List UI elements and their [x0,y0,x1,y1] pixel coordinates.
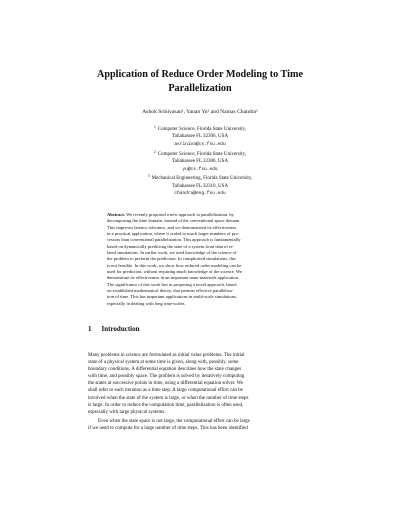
affiliation-line: Tallahassee FL 32306, USA [171,134,229,140]
affiliations [60,124,340,198]
abstract-line: used for prediction, without requiring much knowledge of the science. We [107,269,242,275]
affiliation-mark: 3 [147,174,150,179]
body-line: especially with large physical systems. [88,409,166,415]
abstract-line: in a practical application, where it scaled to much larger numbers of pro- [107,231,240,237]
abstract-line: The significance of this work lies in proposing a novel approach, based [107,281,237,287]
affiliation-mark: 2 [153,149,156,154]
abstract-line: on established mathematical theory, that permits effective paralleliza- [107,288,234,294]
email[interactable]: asriniva@cs.fsu.edu [174,141,226,147]
section-number: 1 [88,325,92,333]
affiliation-line [60,124,340,133]
body-line: involved when the state of the system is large, or when the number of time steps [88,395,249,401]
body-line: shall refer to each iteration as a time step. A large computational effort can be [88,388,243,394]
body-text [88,352,312,432]
abstract-line: based on dynamically predicting the state of a system from data of re- [107,243,235,249]
body-line: boundary conditions. A differential equation describes how the state changes [88,367,242,373]
body-line: Even when the state space is not large, the computational effort can be large [98,418,250,424]
abstract-line: especially in dealing with long time-scales. [107,300,186,306]
body-line: if we need to compute for a large number of time steps. This has been identified [88,425,248,431]
email[interactable]: chandra@eng.fsu.edu [174,191,226,197]
abstract-label: Abstract. [107,212,126,217]
body-line: is large. In order to reduce the computation time, parallelization is often used, [88,402,244,408]
email[interactable]: yu@cs.fsu.edu [182,166,218,172]
body-line: the states at successive points in time, using a differential equation solver. We [88,381,244,387]
affiliation [60,124,340,149]
abstract-line: This improves latency tolerance, and we demonstrated its effectiveness [107,224,237,230]
body-line: Many problems in science are formulated as initial value problems. The initial [88,353,245,358]
abstract-line: demonstrate its effectiveness in an important nano-materials application. [107,275,239,281]
abstract-text: We recently proposed a new approach to parallelization, by [126,212,234,217]
abstract-line: lated simulations. In earlier work, we used knowledge of the science of [107,250,237,256]
affiliation-line: Tallahassee FL 32306, USA [171,158,229,164]
abstract [107,212,293,307]
body-line: state of a physical system at some time is given, along with, possibly, some [88,360,239,366]
affiliation [60,149,340,174]
author-list: Ashok Srinivasan¹, Yanan Yu² and Namas Chandra³ [142,109,258,115]
affiliation-text: Computer Science, Florida State University, [157,126,247,132]
abstract-line: tion of time. This has important applications in multi-scale simulations, [107,294,237,300]
paper-title [60,68,340,96]
abstract-line: cessors than conventional parallelization. This approach is fundamentally [107,237,241,243]
section-heading [88,325,312,334]
abstract-line: the problem to perform the prediction. In complicated simulations, this [107,256,236,262]
affiliation-line [60,149,340,158]
affiliation-text: Computer Science, Florida State University, [157,151,247,157]
body-line: with time, and possibly space. The problem is solved by iteratively computing [88,374,245,380]
abstract-line: is not feasible. In this work, we show how reduced order modeling can be [107,262,242,268]
affiliation-line: Tallahassee FL 32310, USA [171,183,229,189]
section-title: Introduction [101,325,140,333]
title-line: Parallelization [168,83,232,94]
affiliation-mark: 1 [153,125,156,129]
abstract-line: decomposing the time domain, instead of the conventional space domain. [107,218,241,224]
affiliation [60,173,340,198]
affiliation-line [60,173,340,182]
title-line: Application of Reduce Order Modeling to Time [96,69,303,80]
affiliation-text: Mechanical Engineering, Florida State University, [151,175,253,181]
